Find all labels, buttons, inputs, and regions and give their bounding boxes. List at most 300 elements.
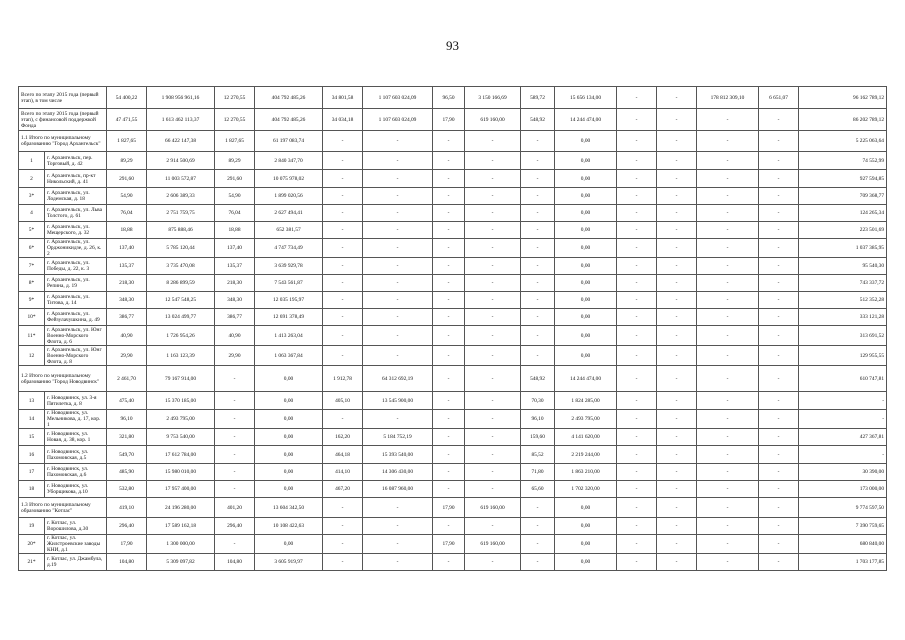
table-cell: -: [363, 188, 433, 205]
table-cell: -: [521, 152, 555, 170]
table-cell: 589,72: [521, 87, 555, 109]
table-cell: 1 827,65: [107, 131, 147, 152]
row-number: 5*: [19, 222, 45, 239]
table-cell: -: [433, 188, 465, 205]
table-cell: -: [521, 170, 555, 188]
table-cell: 96 162 789,12: [799, 87, 887, 109]
table-cell: -: [433, 446, 465, 464]
table-cell: 2 751 759,75: [147, 205, 215, 222]
table-cell: -: [617, 410, 657, 429]
table-cell: 85,52: [521, 446, 555, 464]
table-row: [19, 326, 887, 346]
table-cell: -: [363, 205, 433, 222]
table-cell: 1 413 263,04: [255, 326, 323, 346]
table-cell: 0,00: [255, 410, 323, 429]
table-cell: 135,37: [215, 258, 255, 275]
table-cell: -: [323, 258, 363, 275]
row-number: 9*: [19, 292, 45, 309]
table-cell: -: [697, 309, 759, 326]
table-cell: 218,30: [215, 275, 255, 292]
total-row: [19, 366, 887, 392]
table-cell: 5 225 063,64: [799, 131, 887, 152]
table-cell: 1 899 020,56: [255, 188, 323, 205]
table-cell: -: [433, 429, 465, 446]
table-cell: 652 381,57: [255, 222, 323, 239]
table-cell: -: [215, 535, 255, 554]
table-cell: 13 604 342,50: [255, 498, 323, 518]
table-cell: -: [465, 429, 521, 446]
table-cell: -: [433, 152, 465, 170]
table-cell: -: [465, 309, 521, 326]
table-cell: 5 184 752,19: [363, 429, 433, 446]
table-cell: -: [617, 131, 657, 152]
table-cell: -: [759, 292, 799, 309]
table-cell: -: [433, 258, 465, 275]
table-cell: 70,30: [521, 392, 555, 410]
table-cell: 0,00: [555, 309, 617, 326]
table-cell: -: [521, 205, 555, 222]
table-cell: 2 461,70: [107, 366, 147, 392]
table-cell: 17,90: [433, 498, 465, 518]
address-cell: г. Котлас, ул. Ворошилова, д.30: [45, 518, 107, 535]
address-cell: г. Архангельск, ул. Юнг Военно-Морского Флота, д. 8: [45, 346, 107, 366]
table-cell: -: [759, 258, 799, 275]
table-cell: -: [323, 205, 363, 222]
table-cell: -: [697, 326, 759, 346]
table-cell: 313 691,52: [799, 326, 887, 346]
table-cell: -: [759, 275, 799, 292]
total-row: [19, 109, 887, 131]
table-cell: 17,90: [433, 535, 465, 554]
table-cell: -: [323, 188, 363, 205]
table-cell: 0,00: [555, 498, 617, 518]
table-cell: 18,88: [107, 222, 147, 239]
table-cell: 17,90: [107, 535, 147, 554]
table-cell: -: [617, 481, 657, 498]
table-cell: -: [215, 366, 255, 392]
table-row: [19, 292, 887, 309]
table-cell: 86 202 789,12: [799, 109, 887, 131]
address-cell: г. Архангельск, ул. Орджоникидзе, д. 26, к. 2: [45, 239, 107, 258]
table-row: [19, 188, 887, 205]
table-cell: -: [697, 346, 759, 366]
table-cell: -: [521, 292, 555, 309]
table-cell: -: [363, 518, 433, 535]
table-cell: -: [617, 170, 657, 188]
table-cell: 419,10: [107, 498, 147, 518]
table-cell: 0,00: [555, 518, 617, 535]
table-cell: -: [617, 392, 657, 410]
table-cell: -: [363, 498, 433, 518]
table-cell: 3 150 166,69: [465, 87, 521, 109]
table-cell: -: [617, 205, 657, 222]
table-cell: 218,30: [107, 275, 147, 292]
table-cell: -: [215, 464, 255, 481]
table-row: [19, 464, 887, 481]
table-cell: -: [759, 518, 799, 535]
address-cell: г. Новодвинск, ул. Мельникова, д. 17, кор. 1: [45, 410, 107, 429]
table-cell: -: [433, 366, 465, 392]
table-cell: -: [759, 188, 799, 205]
table-cell: 96,10: [107, 410, 147, 429]
table-cell: 13 024 499,77: [147, 309, 215, 326]
table-cell: -: [363, 239, 433, 258]
table-cell: 14 306 430,00: [363, 464, 433, 481]
table-cell: 17 957 400,00: [147, 481, 215, 498]
row-number: 21*: [19, 554, 45, 571]
table-cell: -: [697, 222, 759, 239]
table-cell: 532,80: [107, 481, 147, 498]
table-cell: -: [697, 152, 759, 170]
table-cell: -: [697, 188, 759, 205]
table-cell: -: [697, 292, 759, 309]
table-cell: 6 651,07: [759, 87, 799, 109]
table-cell: -: [521, 518, 555, 535]
table-row: [19, 535, 887, 554]
table-cell: 1 107 603 024,09: [363, 109, 433, 131]
table-cell: 54 400,22: [107, 87, 147, 109]
table-cell: 1 908 956 961,16: [147, 87, 215, 109]
table-cell: -: [759, 346, 799, 366]
table-cell: -: [465, 366, 521, 392]
table-cell: 1 300 000,00: [147, 535, 215, 554]
table-cell: 680 840,00: [799, 535, 887, 554]
table-cell: -: [617, 498, 657, 518]
table-cell: -: [697, 275, 759, 292]
table-cell: -: [323, 131, 363, 152]
table-cell: 2 606 389,33: [147, 188, 215, 205]
table-cell: 1 163 123,39: [147, 346, 215, 366]
table-cell: -: [465, 392, 521, 410]
table-cell: 386,77: [215, 309, 255, 326]
row-number: 1: [19, 152, 45, 170]
table-cell: -: [697, 109, 759, 131]
table-cell: 2 493 795,00: [147, 410, 215, 429]
table-cell: -: [617, 275, 657, 292]
table-cell: -: [363, 170, 433, 188]
table-cell: 0,00: [555, 131, 617, 152]
data-table: [18, 86, 887, 571]
table-cell: 13 545 900,00: [363, 392, 433, 410]
table-cell: -: [465, 258, 521, 275]
table-cell: -: [617, 87, 657, 109]
table-cell: 2 493 795,00: [555, 410, 617, 429]
table-cell: 96,10: [521, 410, 555, 429]
row-number: 14: [19, 410, 45, 429]
total-row: [19, 498, 887, 518]
table-row: [19, 481, 887, 498]
table-cell: 0,00: [255, 366, 323, 392]
table-cell: -: [433, 481, 465, 498]
table-cell: 464,18: [323, 446, 363, 464]
page-number: 93: [446, 38, 459, 53]
table-cell: -: [465, 222, 521, 239]
table-cell: 512 352,28: [799, 292, 887, 309]
table-cell: -: [759, 366, 799, 392]
table-cell: 5 309 097,82: [147, 554, 215, 571]
table-cell: 467,20: [323, 481, 363, 498]
table-cell: -: [697, 481, 759, 498]
address-cell: г. Архангельск, ул. Юнг Военно-Морского Флота, д. 6: [45, 326, 107, 346]
table-cell: 3 735 470,08: [147, 258, 215, 275]
table-cell: 0,00: [555, 535, 617, 554]
table-cell: -: [465, 326, 521, 346]
table-cell: -: [799, 410, 887, 429]
table-cell: -: [657, 498, 697, 518]
table-cell: -: [363, 410, 433, 429]
table-cell: -: [465, 554, 521, 571]
table-cell: -: [521, 222, 555, 239]
row-number: 6*: [19, 239, 45, 258]
table-cell: 3 605 919,97: [255, 554, 323, 571]
row-number: 17: [19, 464, 45, 481]
table-cell: 548,92: [521, 366, 555, 392]
table-cell: -: [323, 346, 363, 366]
table-cell: -: [215, 410, 255, 429]
table-row: [19, 392, 887, 410]
table-cell: -: [697, 535, 759, 554]
table-cell: -: [617, 109, 657, 131]
table-cell: 0,00: [255, 446, 323, 464]
table-cell: -: [657, 309, 697, 326]
table-cell: -: [799, 446, 887, 464]
table-cell: -: [617, 258, 657, 275]
table-cell: -: [657, 205, 697, 222]
table-cell: 401,20: [215, 498, 255, 518]
table-cell: -: [617, 239, 657, 258]
table-cell: 2 840 347,70: [255, 152, 323, 170]
table-cell: -: [323, 535, 363, 554]
table-cell: 743 337,72: [799, 275, 887, 292]
table-cell: -: [215, 429, 255, 446]
table-cell: -: [363, 258, 433, 275]
row-number: 11*: [19, 326, 45, 346]
table-cell: -: [215, 392, 255, 410]
table-cell: -: [465, 481, 521, 498]
table-cell: 2 627 494,41: [255, 205, 323, 222]
row-number: 4: [19, 205, 45, 222]
table-cell: 15 980 010,00: [147, 464, 215, 481]
row-label: 1.3 Итого по муниципальному образованию "Котлас": [19, 498, 107, 518]
table-cell: -: [759, 446, 799, 464]
address-cell: г. Архангельск, ул. Репина, д. 19: [45, 275, 107, 292]
table-cell: -: [657, 392, 697, 410]
table-row: [19, 222, 887, 239]
table-cell: 29,90: [215, 346, 255, 366]
table-cell: 137,40: [215, 239, 255, 258]
table-cell: -: [617, 309, 657, 326]
table-cell: -: [657, 152, 697, 170]
table-cell: -: [521, 239, 555, 258]
table-cell: -: [521, 554, 555, 571]
table-cell: -: [521, 326, 555, 346]
row-number: 18: [19, 481, 45, 498]
table-cell: -: [323, 498, 363, 518]
table-cell: -: [759, 481, 799, 498]
table-cell: 61 197 083,74: [255, 131, 323, 152]
table-cell: 74 552,99: [799, 152, 887, 170]
table-cell: -: [617, 346, 657, 366]
table-cell: -: [657, 275, 697, 292]
address-cell: г. Котлас, ул. Джамбула, д.19: [45, 554, 107, 571]
table-cell: -: [465, 464, 521, 481]
table-row: [19, 258, 887, 275]
table-cell: -: [433, 222, 465, 239]
table-cell: -: [657, 518, 697, 535]
table-cell: -: [215, 481, 255, 498]
table-cell: 95 540,30: [799, 258, 887, 275]
table-cell: 0,00: [555, 292, 617, 309]
table-cell: -: [657, 222, 697, 239]
row-number: 19: [19, 518, 45, 535]
table-cell: 96,50: [433, 87, 465, 109]
table-cell: -: [433, 392, 465, 410]
table-cell: 2 914 500,69: [147, 152, 215, 170]
table-cell: 296,40: [215, 518, 255, 535]
table-cell: 0,00: [555, 222, 617, 239]
table-cell: 2 219 244,00: [555, 446, 617, 464]
table-cell: 0,00: [255, 464, 323, 481]
table-cell: -: [617, 366, 657, 392]
table-cell: -: [657, 258, 697, 275]
table-row: [19, 518, 887, 535]
table-cell: 12 270,55: [215, 87, 255, 109]
table-cell: 548,92: [521, 109, 555, 131]
table-cell: 619 160,00: [465, 535, 521, 554]
table-cell: -: [617, 554, 657, 571]
table-row: [19, 446, 887, 464]
table-cell: 0,00: [555, 170, 617, 188]
table-cell: -: [617, 292, 657, 309]
table-cell: 1 037 385,95: [799, 239, 887, 258]
table-cell: -: [323, 239, 363, 258]
table-cell: 475,40: [107, 392, 147, 410]
table-cell: -: [363, 309, 433, 326]
row-number: 8*: [19, 275, 45, 292]
table-cell: -: [363, 131, 433, 152]
table-cell: -: [363, 554, 433, 571]
table-cell: 1 726 954,26: [147, 326, 215, 346]
table-cell: 76,04: [215, 205, 255, 222]
table-cell: -: [759, 109, 799, 131]
table-cell: -: [697, 131, 759, 152]
table-cell: -: [657, 87, 697, 109]
table-cell: -: [697, 410, 759, 429]
table-cell: 34 034,18: [323, 109, 363, 131]
table-cell: -: [433, 205, 465, 222]
table-cell: -: [657, 326, 697, 346]
table-cell: 4 747 734,49: [255, 239, 323, 258]
table-cell: 14 244 474,00: [555, 109, 617, 131]
table-cell: -: [465, 152, 521, 170]
table-cell: 66 422 147,38: [147, 131, 215, 152]
table-cell: -: [433, 275, 465, 292]
table-cell: 404 792 485,26: [255, 109, 323, 131]
table-cell: 619 160,00: [465, 498, 521, 518]
table-cell: -: [759, 205, 799, 222]
table-cell: -: [657, 131, 697, 152]
table-cell: -: [697, 366, 759, 392]
table-cell: -: [433, 131, 465, 152]
table-cell: -: [521, 275, 555, 292]
table-cell: 9 753 540,00: [147, 429, 215, 446]
table-cell: -: [657, 554, 697, 571]
table-cell: -: [617, 188, 657, 205]
table-cell: 0,00: [255, 429, 323, 446]
table-cell: 0,00: [555, 258, 617, 275]
table-cell: -: [657, 481, 697, 498]
table-cell: 223 501,69: [799, 222, 887, 239]
table-cell: -: [617, 446, 657, 464]
table-cell: 29,90: [107, 346, 147, 366]
table-cell: -: [363, 535, 433, 554]
table-cell: -: [465, 205, 521, 222]
table-cell: -: [759, 535, 799, 554]
table-cell: 12 691 378,49: [255, 309, 323, 326]
address-cell: г. Новодвинск, ул. Новая, д. 38, кор. 1: [45, 429, 107, 446]
table-cell: -: [697, 498, 759, 518]
table-cell: 296,40: [107, 518, 147, 535]
table-cell: 12 035 195,97: [255, 292, 323, 309]
table-cell: 0,00: [555, 275, 617, 292]
table-cell: -: [465, 188, 521, 205]
address-cell: г. Новодвинск, ул. Уборщикова, д.10: [45, 481, 107, 498]
table-cell: 10 075 978,02: [255, 170, 323, 188]
total-row: [19, 87, 887, 109]
table-cell: 0,00: [555, 554, 617, 571]
table-cell: 18,88: [215, 222, 255, 239]
address-cell: г. Архангельск, ул. Победы, д. 22, к. 3: [45, 258, 107, 275]
table-cell: 54,90: [215, 188, 255, 205]
table-cell: 11 003 572,87: [147, 170, 215, 188]
address-cell: г. Архангельск, пер. Торговый, д. 42: [45, 152, 107, 170]
table-cell: -: [657, 535, 697, 554]
table-cell: -: [759, 326, 799, 346]
table-row: [19, 275, 887, 292]
address-cell: г. Новодвинск, ул. 3-я Пятилетка, д. 8: [45, 392, 107, 410]
table-cell: -: [657, 292, 697, 309]
table-cell: 9 774 597,50: [799, 498, 887, 518]
table-cell: 129 955,55: [799, 346, 887, 366]
table-cell: 0,00: [255, 392, 323, 410]
table-cell: 0,00: [255, 535, 323, 554]
table-cell: -: [697, 446, 759, 464]
table-row: [19, 309, 887, 326]
table-cell: -: [323, 309, 363, 326]
table-cell: -: [697, 239, 759, 258]
table-cell: 5 785 120,44: [147, 239, 215, 258]
table-cell: -: [617, 464, 657, 481]
table-cell: 10 108 422,63: [255, 518, 323, 535]
table-cell: -: [697, 464, 759, 481]
table-cell: -: [323, 222, 363, 239]
row-number: 12: [19, 346, 45, 366]
row-label: Всего по этапу 2015 года (первый этап), в том числе: [19, 87, 107, 109]
table-cell: -: [323, 292, 363, 309]
table-cell: -: [657, 366, 697, 392]
table-cell: 162,20: [323, 429, 363, 446]
table-cell: 1 824 285,00: [555, 392, 617, 410]
table-cell: -: [657, 410, 697, 429]
table-cell: 427 367,81: [799, 429, 887, 446]
table-cell: -: [215, 446, 255, 464]
table-cell: -: [657, 346, 697, 366]
table-cell: -: [433, 410, 465, 429]
table-cell: -: [657, 464, 697, 481]
row-number: 10*: [19, 309, 45, 326]
table-cell: 0,00: [255, 481, 323, 498]
table-cell: 485,90: [107, 464, 147, 481]
